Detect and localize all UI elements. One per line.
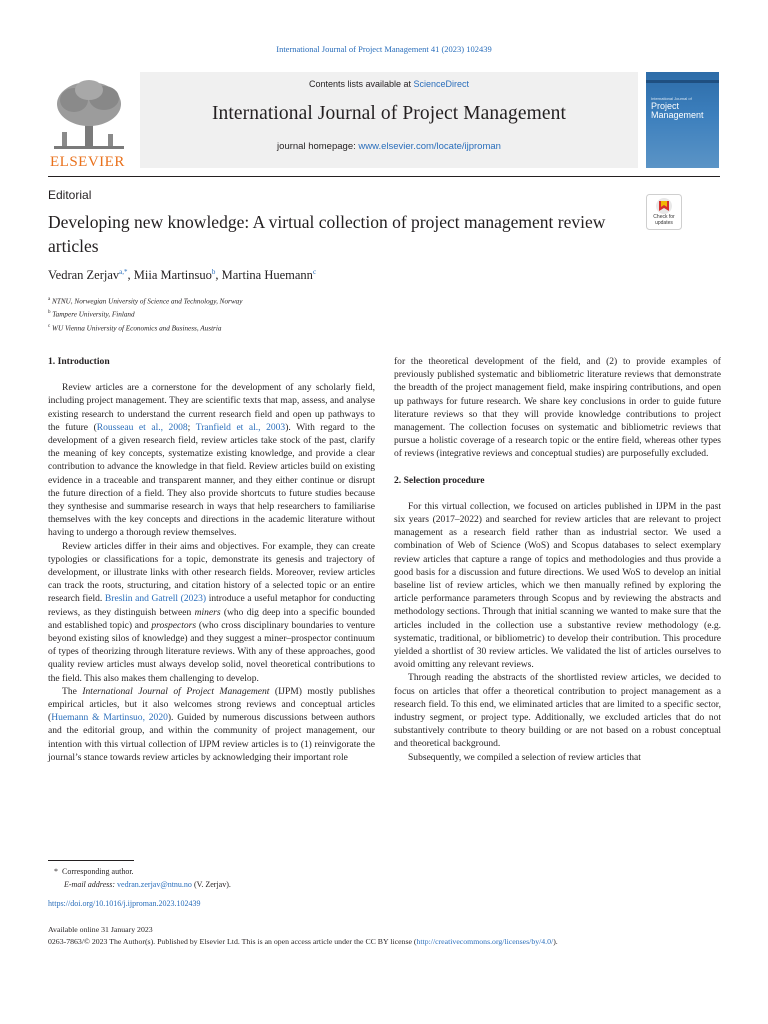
text-run: (who dig deep into a specific bounded and established topic) and	[48, 606, 375, 631]
citation-link[interactable]: Rousseau et al., 2008	[96, 421, 188, 433]
cover-title: Project Management	[651, 101, 704, 120]
affil-a-mark: a	[48, 297, 51, 302]
affiliation-c	[48, 321, 242, 334]
text-run: ). With regard to the development of a given research field, review articles take stock of the past, clarify the meaning of key concepts, systematize existing knowledge, and provide a clear contribution to advance the knowledge in that field. Review articles build on existing evidence in a traceable and transparent manner, and they either continue or disrupt the future direction of a field. They also provide shortcuts to future studies because they synthesise and summarise research in ways that help researchers to familiarise themselves with the key concepts and directions in the academic literature without having to undergo a thorough review themselves.	[48, 421, 375, 539]
author-2-affil-link[interactable]: b	[211, 268, 216, 276]
right-column	[394, 355, 721, 764]
journal-title: International Journal of Project Management	[211, 103, 567, 124]
footnote-mark: *	[54, 867, 58, 876]
text-run: introduce a useful metaphor for conducting reviews, as they distinguish between	[48, 593, 376, 618]
cover-band	[646, 80, 719, 83]
author-3-affil-link[interactable]: c	[312, 268, 317, 276]
article-title: Developing new knowledge: A virtual collection of project management review articles	[48, 212, 606, 256]
selection-paragraph-3: Subsequently, we compiled a selection of review articles that	[408, 751, 641, 763]
sciencedirect-link[interactable]: ScienceDirect	[413, 79, 470, 89]
affiliation-b	[48, 307, 242, 320]
author-3: Martina Huemann	[221, 268, 313, 283]
emphasis: International Journal of Project Management	[82, 685, 270, 697]
homepage-line	[140, 141, 638, 152]
text-run: The	[62, 685, 83, 697]
check-for-updates-button[interactable]	[646, 194, 682, 230]
text-run: (IJPM) mostly publishes empirical articles, but it also welcomes strong reviews and conceptual articles (	[48, 685, 375, 724]
affil-c-mark: c	[48, 323, 51, 329]
email-label: E-mail address:	[64, 879, 116, 889]
doi-link[interactable]: https://doi.org/10.1016/j.ijproman.2023.102439	[48, 899, 201, 908]
journal-citation[interactable]: International Journal of Project Management 41 (2023) 102439	[276, 44, 492, 54]
tree-icon	[48, 76, 130, 154]
selection-paragraph-2: Through reading the abstracts of the shortlisted review articles, we decided to focus on articles that offer a theoretical contribution to project management as a research field. To this end, we eliminated articles that are limited to a specific sector, industry segment, or project type. Additionally, we excluded articles that do not substantively contribute to theory building or are not based on a robust conceptual and theoretical background.	[394, 672, 721, 750]
email-suffix: (V. Zerjav).	[191, 879, 231, 889]
corresponding-author-note	[48, 866, 231, 879]
author-list	[48, 268, 316, 283]
license-link[interactable]: http://creativecommons.org/licenses/by/4.0/	[416, 936, 554, 946]
citation-link[interactable]: Breslin and Gatrell (2023)	[104, 593, 207, 605]
elsevier-wordmark: ELSEVIER	[50, 154, 125, 170]
emphasis: miners	[194, 606, 221, 618]
intro-paragraph-2	[48, 540, 375, 685]
author-sep-2: ,	[215, 268, 222, 283]
citation-link[interactable]: Huemann & Martinsuo, 2020	[51, 712, 168, 724]
corresponding-label: Corresponding author.	[62, 867, 134, 876]
affiliations	[48, 294, 242, 334]
text-run: (who cross disciplinary boundaries to venture beyond existing silos of knowledge) and they suggest a miner–prospector continuum of types of theorizing through literature reviews. With any of these approaches, good quality review articles must always develop solid, novel theoretical contributions to the field. This also makes them challenging to develop.	[48, 619, 375, 684]
left-column	[48, 355, 375, 764]
homepage-prefix: journal homepage:	[277, 141, 359, 152]
footnotes	[48, 866, 231, 891]
affil-c-text: WU Vienna University of Economics and Business, Austria	[52, 324, 222, 333]
masthead	[48, 72, 720, 168]
section-heading-selection: 2. Selection procedure	[394, 474, 485, 486]
author-1: Vedran Zerjav	[48, 268, 120, 283]
contents-line	[140, 79, 638, 89]
affil-a-text: NTNU, Norwegian University of Science and Technology, Norway	[52, 297, 243, 306]
section-heading-introduction: 1. Introduction	[48, 356, 110, 367]
journal-cover-image	[646, 72, 719, 168]
check-updates-label: Check for updates	[653, 214, 675, 226]
affil-b-text: Tampere University, Finland	[52, 310, 135, 319]
intro-paragraph-3	[48, 685, 375, 764]
publication-info	[48, 924, 728, 947]
author-1-affil-link[interactable]: a,*	[119, 268, 128, 276]
header-divider	[48, 176, 720, 177]
contents-prefix: Contents lists available at	[308, 79, 414, 89]
text-run: ;	[187, 421, 196, 433]
cover-small-text: International Journal of	[651, 96, 692, 101]
elsevier-tree-logo	[48, 76, 130, 168]
license-suffix: ).	[553, 936, 558, 946]
author-2: Miia Martinsuo	[133, 268, 212, 283]
intro-paragraph-continued: for the theoretical development of the field, and (2) to provide examples of previously published systematic and bibliometric literature reviews that demonstrate the breadth of the project management field, make inspiring contributions, and open up pathways for future research. We share key conclusions in order to guide future literature reviews so that they will provide knowledge contributions to project management. The collection focuses on systematic and bibliometric reviews that pursue a holistic coverage of a research topic or the entire field, whereas other types of reviews (integrative reviews and conceptual studies) are purposefully excluded.	[394, 356, 721, 460]
emphasis: prospectors	[151, 619, 197, 631]
selection-paragraph-1: For this virtual collection, we focused on articles published in IJPM in the past six years (2017–2022) and searched for review articles that are relevant to project management as a research field rather than as industrial sector. We used a combination of Web of Science (WoS) and Scopus databases to select exemplary review articles that capture a range of topics and methodologies and thus provide a good basis for a discussion and future directions. We used WoS to develop an initial baseline list of review articles, which we then manually refined by exploring the article performance parameters through Scopus and by reviewing the abstracts and methodology sections. Through that initial scanning we wanted to make sure that the articles included in the collection use a substantive review methodology (e.g. systematic, traditional, or bibliometric) to develop their contribution. This procedure yielded a shortlist of 30 review articles. We validated the list of articles ourselves to avoid omitting any relevant reviews.	[394, 500, 721, 671]
intro-paragraph-1	[48, 381, 375, 539]
text-run: Review articles are a cornerstone for the development of any scholarly field, including project management. They are scientific texts that map, assess, and analyse existing research to understand the current research field and open up pathways to the future (	[48, 382, 375, 433]
email-note	[48, 879, 231, 892]
citation-link[interactable]: Tranfield et al., 2003	[195, 421, 286, 433]
author-sep-1: ,	[127, 268, 134, 283]
text-run: Review articles differ in their aims and objectives. For example, they can create typologies or classifications for a topic, demonstrate its genesis and trajectory of development, or illustrate links with other research fields. Moreover, review articles can track the roots, structuring, and citation history of a selected topic or an entire research field.	[48, 540, 375, 605]
affil-b-mark: b	[48, 310, 51, 316]
affiliation-a	[48, 294, 242, 307]
text-run: ). Guided by numerous discussions between authors and the editorial group, and within the community of project management, our intention with this virtual collection of IJPM review articles is to (1) reinvigorate the journal’s stance towards review articles by acknowledging their important role	[48, 712, 375, 763]
license-line	[48, 936, 728, 948]
available-online: Available online 31 January 2023	[48, 925, 153, 934]
license-text: 0263-7863/© 2023 The Author(s). Published by Elsevier Ltd. This is an open access article under the CC BY license (	[48, 936, 417, 946]
homepage-link[interactable]: www.elsevier.com/locate/ijproman	[358, 141, 501, 152]
footnote-divider	[48, 860, 134, 861]
email-link[interactable]: vedran.zerjav@ntnu.no	[117, 879, 192, 889]
article-type: Editorial	[48, 188, 92, 202]
journal-banner	[140, 72, 638, 168]
